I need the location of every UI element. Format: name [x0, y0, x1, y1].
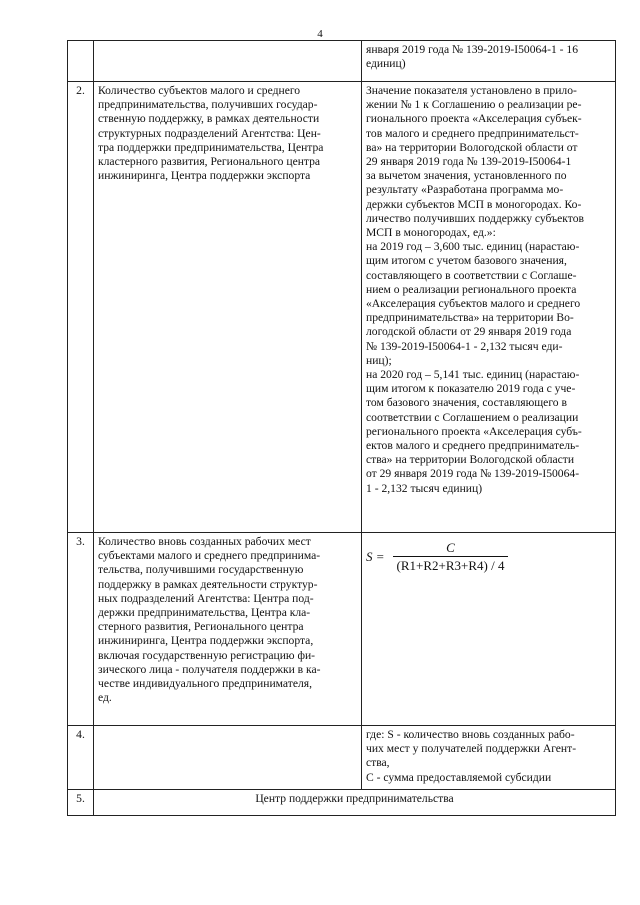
calculation-method [362, 533, 616, 726]
row-number: 3. [68, 533, 94, 726]
formula-numerator: C [446, 540, 455, 555]
row-number: 4. [68, 726, 94, 790]
indicator-name [94, 726, 362, 790]
calculation-text: где: S - количество вновь созданных рабо- чих мест у получателей поддержки Агент- ства, С - сумма предоставляемой субсидии [366, 728, 577, 784]
calculation-method [362, 41, 616, 82]
formula [366, 541, 611, 573]
indicator-text: Количество субъектов малого и среднего предпринимательства, получивших государ- ственную поддержку, в рамках деятельности структурных подразделений Агентства: Цен- тра поддержки предпринимательства, Центра кластерного развития, Регионального центра инжиниринга, Центра поддержки экспорта [98, 84, 324, 183]
table-row [68, 41, 616, 82]
calculation-text: Значение показателя установлено в прило- жении № 1 к Соглашению о реализации ре- гионального проекта «Акселерация субъек- тов малого и среднего предпринимательст- ва» на территории Вологодской области от 29 января 2019 года № 139-2019-I50064-1 за вычетом значения, установленного по результату «Разработана программа мо- держки субъектов МСП в моногородах. Ко- личество получивших поддержку субъектов МСП в моногородах, ед.»: на 2019 год – 3,600 тыс. единиц (нарастаю- щим итогом с учетом базового значения, составляющего в соответствии с Соглаше- нием о реализации регионального проекта «Акселерация субъектов малого и среднего предпринимательства» на территории Во- логодской области от 29 января 2019 года № 139-2019-I50064-1 - 2,132 тысяч еди- ниц); на 2020 год – 5,141 тыс. единиц (нарастаю- щим итогом к показателю 2019 года с уче- том базового значения, составляющего в соответствии с Соглашением о реализации регионального проекта «Акселерация субъ- ектов малого и среднего предприниматель- ства» на территории Вологодской области от 29 января 2019 года № 139-2019-I50064- 1 - 2,132 тысяч единиц) [366, 84, 584, 495]
indicator-name [94, 82, 362, 533]
formula-fraction [393, 541, 509, 573]
formula-denominator: (R1+R2+R3+R4) / 4 [393, 556, 509, 573]
formula-lhs: S = [366, 549, 385, 565]
section-heading: Центр поддержки предпринимательства [94, 790, 616, 816]
indicator-text: Количество вновь созданных рабочих мест субъектами малого и среднего предпринима- тельства, получившими государственную поддержку в рамках деятельности структур- ных подразделений Агентства: Центра под- держки предпринимательства, Центра кла- стерного развития, Регионального центра инжиниринга, Центра поддержки экспорта, включая государственную регистрацию фи- зического лица - получателя поддержки в ка- честве индивидуального предпринимателя, ед. [98, 535, 321, 705]
calculation-method [362, 726, 616, 790]
indicator-name [94, 533, 362, 726]
row-number [68, 41, 94, 82]
table-row [68, 82, 616, 533]
table-row [68, 726, 616, 790]
indicator-table [67, 40, 616, 816]
table-row [68, 533, 616, 726]
row-number: 2. [68, 82, 94, 533]
table-row [68, 790, 616, 816]
row-number: 5. [68, 790, 94, 816]
page-number: 4 [317, 28, 323, 40]
indicator-name [94, 41, 362, 82]
calculation-method [362, 82, 616, 533]
calculation-text: января 2019 года № 139-2019-I50064-1 - 16 единиц) [366, 43, 579, 71]
